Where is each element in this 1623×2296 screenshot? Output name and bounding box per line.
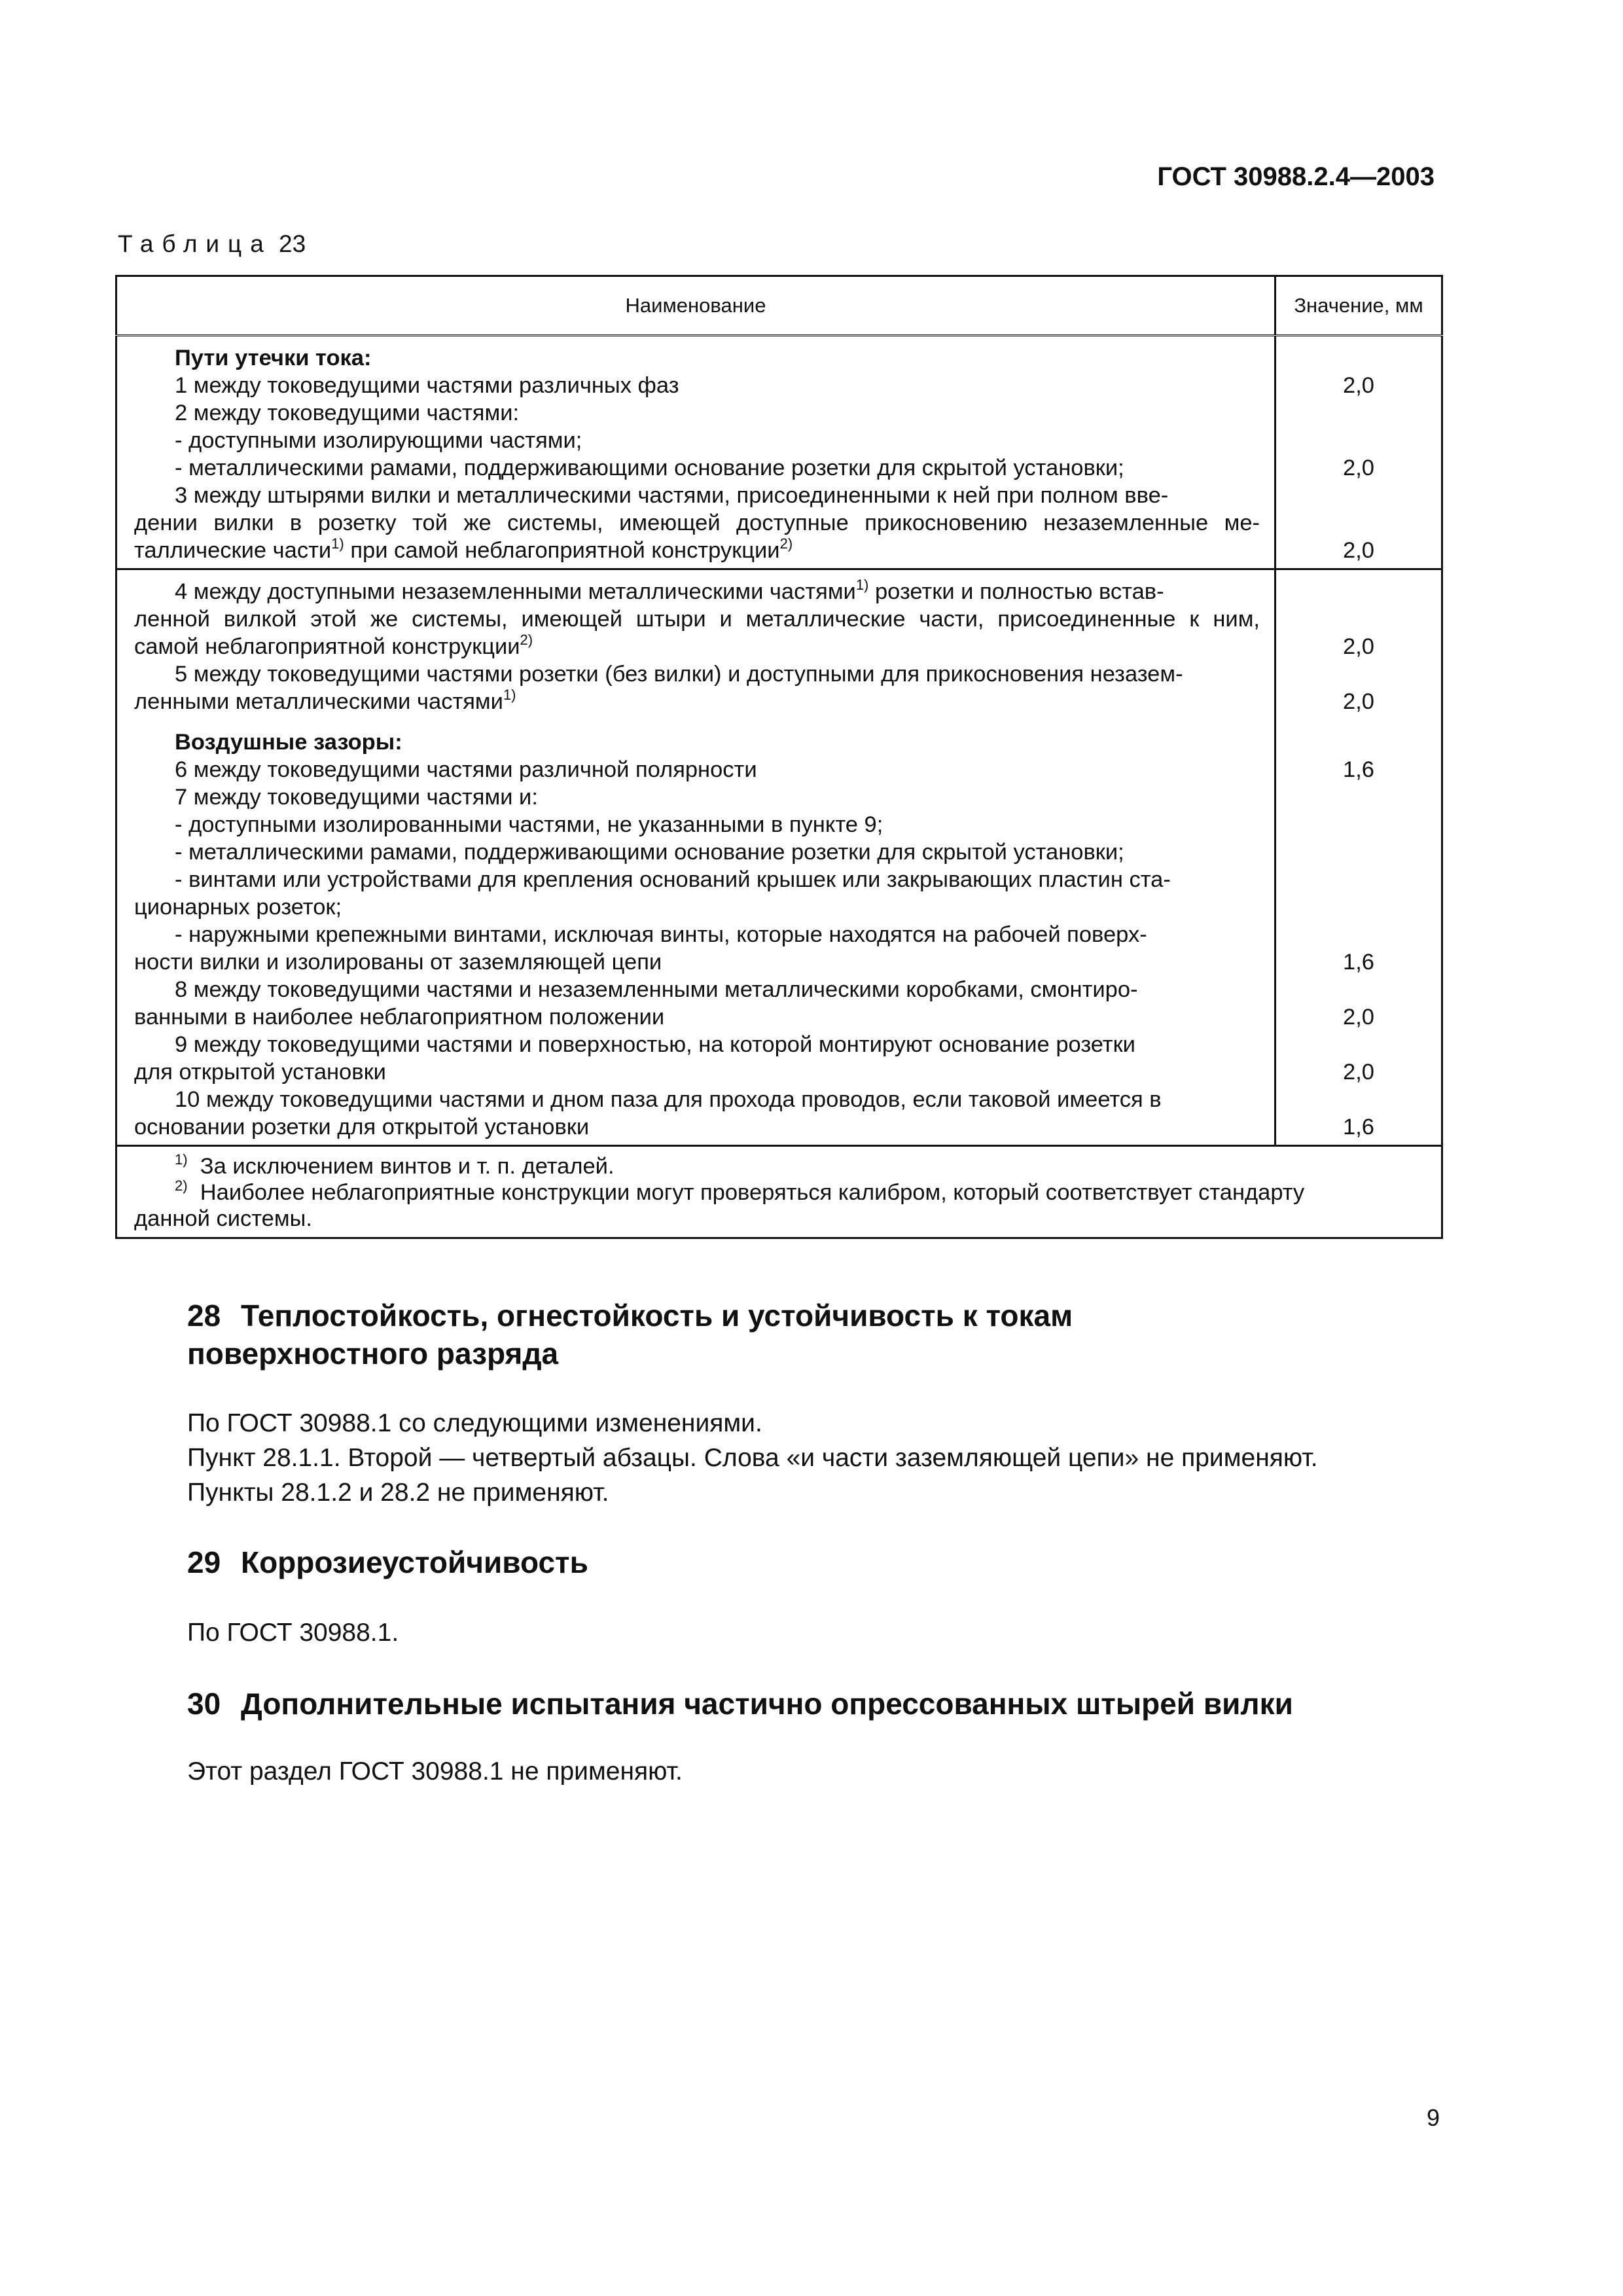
section-title-text: поверхностного разряда (187, 1336, 559, 1371)
cell-description (116, 569, 1275, 1146)
section-title-text: Дополнительные испытания частично опрессованных штырей вилки (241, 1687, 1293, 1721)
spacer (134, 715, 1260, 728)
footnote-2-continuation: данной системы. (134, 1206, 312, 1231)
value-blank (1276, 605, 1441, 633)
column-header-value: Значение, мм (1275, 276, 1442, 336)
table-caption-word: Таблица (118, 230, 272, 257)
value: 2,0 (1343, 634, 1374, 659)
section-number: 28 (187, 1299, 221, 1333)
value-blank (1276, 1031, 1441, 1058)
row-text (134, 578, 1260, 605)
table-caption (118, 230, 306, 258)
value: 1,6 (1343, 757, 1374, 782)
value-blank (1276, 728, 1441, 756)
spec-table (115, 275, 1443, 1239)
row-text-part: самой неблагоприятной конструкции (134, 634, 520, 659)
footnote-text: За исключением винтов и т. п. деталей. (200, 1154, 615, 1179)
table-notes-row (116, 1146, 1442, 1238)
section-29-title (187, 1543, 1450, 1581)
row-text (134, 537, 1260, 564)
cell-value (1275, 336, 1442, 569)
document-code: ГОСТ 30988.2.4—2003 (1157, 162, 1435, 191)
cell-value (1275, 569, 1442, 1146)
row-text: 1 между токоведущими частями различных фаз (175, 373, 679, 398)
value: 2,0 (1343, 1005, 1374, 1030)
value: 1,6 (1343, 1115, 1374, 1139)
row-text: - наружными крепежными винтами, исключая винты, которые находятся на рабочей поверх- (175, 922, 1147, 947)
table-caption-number: 23 (279, 230, 306, 257)
page-number: 9 (1427, 2104, 1440, 2131)
section-number: 29 (187, 1545, 221, 1579)
row-text: основании розетки для открытой установки (134, 1115, 590, 1139)
row-text: ционарных розеток; (134, 895, 342, 920)
value-blank (1276, 578, 1441, 605)
row-text: 2 между токоведущими частями: (175, 401, 520, 425)
value-blank (1276, 344, 1441, 372)
row-text (134, 633, 1260, 660)
leakage-heading: Пути утечки тока: (175, 346, 372, 370)
value-blank (1276, 660, 1441, 688)
section-28-paragraph-1: По ГОСТ 30988.1 со следующими изменениями. (187, 1409, 762, 1437)
row-text: ванными в наиболее неблагоприятном положении (134, 1005, 665, 1030)
value-blank (1276, 921, 1441, 948)
table-row-leakage-1 (116, 336, 1442, 569)
row-text: 6 между токоведущими частями различной полярности (175, 757, 757, 782)
value-blank (1276, 1086, 1441, 1113)
row-text: 10 между токоведущими частями и дном паза для прохода проводов, если таковой имеется в (175, 1087, 1162, 1112)
section-title-text: Коррозиеустойчивость (241, 1545, 588, 1579)
value: 2,0 (1343, 456, 1374, 480)
table-header-row (116, 276, 1442, 336)
value: 2,0 (1343, 1060, 1374, 1085)
row-text: 3 между штырями вилки и металлическими частями, присоединенными к ней при полном вве- (175, 483, 1169, 508)
value-blank (1276, 838, 1441, 866)
table-notes (116, 1146, 1442, 1238)
column-header-name: Наименование (116, 276, 1275, 336)
footnote-marker: 1) (175, 1151, 188, 1168)
value-blank (1276, 811, 1441, 838)
value-blank (1276, 399, 1441, 427)
section-number: 30 (187, 1687, 221, 1721)
section-title-text: Теплостойкость, огнестойкость и устойчивость к токам (241, 1299, 1073, 1333)
row-text: - металлическими рамами, поддерживающими основание розетки для скрытой установки; (175, 456, 1124, 480)
section-28-paragraph-3: Пункты 28.1.2 и 28.2 не применяют. (187, 1479, 609, 1507)
row-text: ленной вилкой этой же системы, имеющей штыри и металлические части, присоединенные к ним, (134, 607, 1260, 632)
section-28-title (187, 1297, 1450, 1372)
footnote-1 (134, 1153, 1427, 1179)
row-text-part: 4 между доступными незаземленными металлическими частями (175, 579, 856, 604)
value-blank (1276, 482, 1441, 509)
row-text: - металлическими рамами, поддерживающими основание розетки для скрытой установки; (175, 840, 1124, 865)
value: 2,0 (1343, 373, 1374, 398)
footnote-ref: 1) (855, 577, 869, 593)
section-30-title (187, 1685, 1450, 1723)
row-text: - винтами или устройствами для крепления оснований крышек или закрывающих пластин ста- (175, 867, 1171, 892)
footnote-ref: 1) (331, 535, 344, 552)
row-text (134, 688, 1260, 715)
row-text-part: ленными металлическими частями (134, 689, 503, 714)
value-blank (1276, 976, 1441, 1003)
value-blank (1276, 427, 1441, 454)
row-text: 7 между токоведущими частями и: (175, 785, 538, 810)
row-text-part: таллические части (134, 538, 332, 563)
value: 2,0 (1343, 538, 1374, 563)
section-29-paragraph-1: По ГОСТ 30988.1. (187, 1619, 399, 1647)
row-text-part: розетки и полностью встав- (868, 579, 1164, 604)
section-28-paragraph-2: Пункт 28.1.1. Второй — четвертый абзацы. Слова «и части заземляющей цепи» не применяют. (187, 1444, 1318, 1472)
value-blank (1276, 509, 1441, 537)
spacer (1276, 715, 1441, 728)
footnote-marker: 2) (175, 1177, 188, 1194)
row-text: 5 между токоведущими частями розетки (без вилки) и доступными для прикосновения незазем- (175, 662, 1183, 687)
section-30-paragraph-1: Этот раздел ГОСТ 30988.1 не применяют. (187, 1757, 683, 1785)
table-row-leakage-2 (116, 569, 1442, 1146)
footnote-ref: 2) (779, 535, 793, 552)
footnote-ref: 2) (520, 632, 533, 648)
air-gaps-heading: Воздушные зазоры: (175, 730, 402, 755)
value: 1,6 (1343, 950, 1374, 975)
value-blank (1276, 783, 1441, 811)
value-blank (1276, 866, 1441, 893)
row-text: - доступными изолирующими частями; (175, 428, 582, 453)
footnote-2 (134, 1179, 1427, 1206)
row-text: ности вилки и изолированы от заземляющей цепи (134, 950, 662, 975)
row-text-part: при самой неблагоприятной конструкции (344, 538, 780, 563)
value: 2,0 (1343, 689, 1374, 714)
row-text: 9 между токоведущими частями и поверхностью, на которой монтируют основание розетки (175, 1032, 1135, 1057)
row-text: - доступными изолированными частями, не указанными в пункте 9; (175, 812, 883, 837)
row-text: дении вилки в розетку той же системы, имеющей доступные прикосновению незаземленные ме- (134, 511, 1260, 535)
cell-description (116, 336, 1275, 569)
row-text: для открытой установки (134, 1060, 386, 1085)
footnote-text: Наиболее неблагоприятные конструкции могут проверяться калибром, который соответствует стандарту (200, 1180, 1305, 1205)
footnote-ref: 1) (503, 687, 516, 703)
row-text: 8 между токоведущими частями и незаземленными металлическими коробками, смонтиро- (175, 977, 1138, 1002)
value-blank (1276, 893, 1441, 921)
